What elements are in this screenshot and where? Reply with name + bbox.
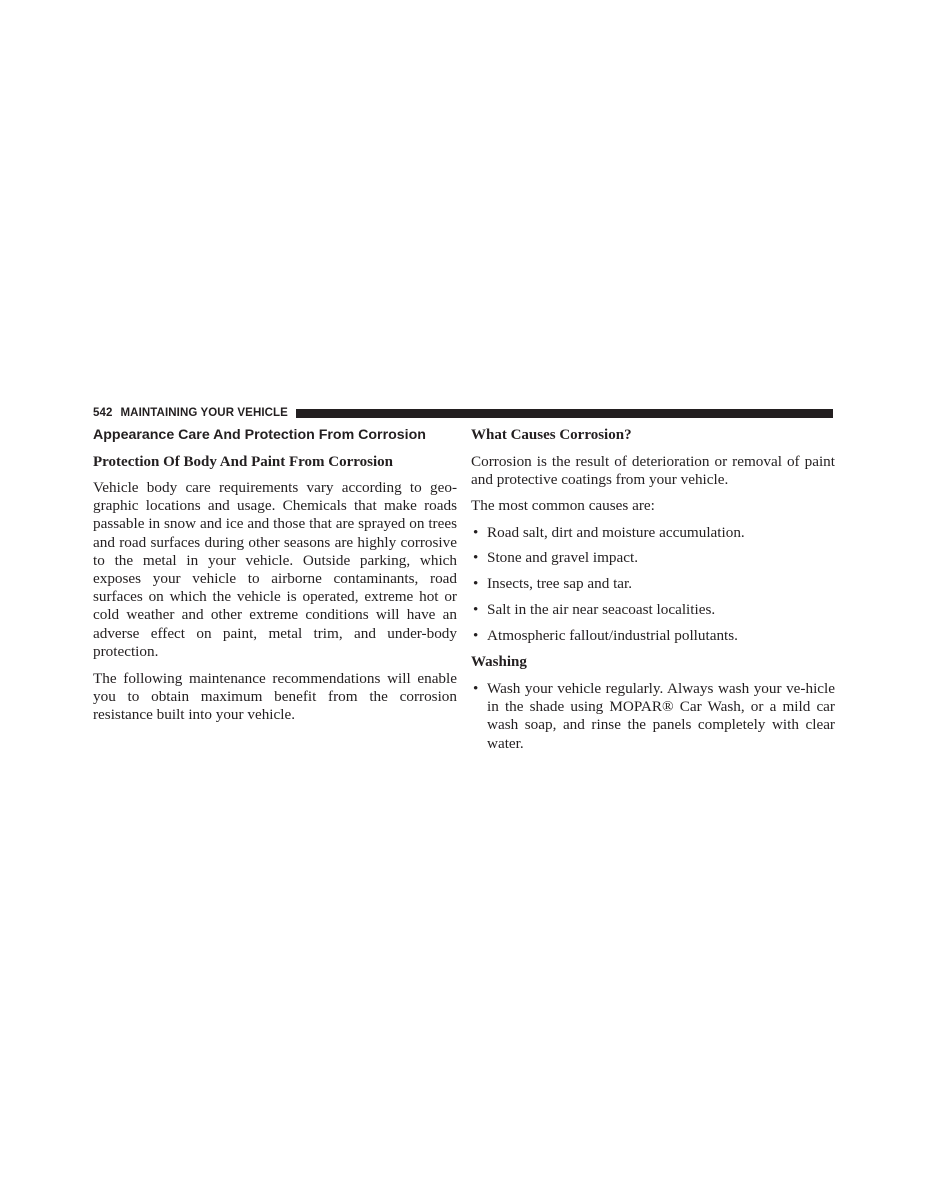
left-column <box>93 426 457 733</box>
body-paragraph: Corrosion is the result of deterioration or removal of paint and protective coatings from your vehicle. <box>471 453 835 489</box>
list-item: • Wash your vehicle regularly. Always wash your ve-hicle in the shade using MOPAR® Car Wash, or a mild car wash soap, and rinse the panels completely with clear water. <box>473 680 835 752</box>
header-rule <box>296 409 833 418</box>
list-item: • Salt in the air near seacoast localities. <box>473 601 716 618</box>
bullet-icon: • <box>473 575 479 593</box>
page-number: 542 <box>93 407 113 419</box>
section-heading: Appearance Care And Protection From Corrosion <box>93 427 426 443</box>
causes-list <box>471 524 835 645</box>
running-header <box>93 405 833 421</box>
bullet-icon: • <box>473 601 479 618</box>
washing-heading: Washing <box>471 654 527 670</box>
list-item: • Insects, tree sap and tar. <box>473 575 633 593</box>
bullet-icon: • <box>473 549 479 567</box>
body-paragraph: The most common causes are: <box>471 497 655 515</box>
list-item: • Atmospheric fallout/industrial pollutants. <box>473 626 738 644</box>
chapter-title: MAINTAINING YOUR VEHICLE <box>120 407 288 419</box>
list-item: • Road salt, dirt and moisture accumulation. <box>473 523 745 541</box>
washing-list <box>471 680 835 753</box>
body-paragraph: Vehicle body care requirements vary according to geo-graphic locations and usage. Chemicals that make roads passable in snow and ice and those that are sprayed on trees and road surfaces during other seasons are highly corrosive to the metal in your vehicle. Outside parking, which exposes your vehicle to airborne contaminants, road surfaces on which the vehicle is operated, extreme hot or cold weather and other extreme conditions will have an adverse effect on paint, metal trim, and under-body protection. <box>93 479 457 660</box>
bullet-icon: • <box>473 523 479 541</box>
bullet-icon: • <box>473 626 479 644</box>
list-item: • Stone and gravel impact. <box>473 549 638 567</box>
body-paragraph: The following maintenance recommendations will enable you to obtain maximum benefit from the corrosion resistance built into your vehicle. <box>93 670 457 724</box>
sub-heading: Protection Of Body And Paint From Corrosion <box>93 454 393 470</box>
right-column <box>471 426 835 761</box>
causes-heading: What Causes Corrosion? <box>471 427 632 443</box>
bullet-icon: • <box>473 680 479 697</box>
